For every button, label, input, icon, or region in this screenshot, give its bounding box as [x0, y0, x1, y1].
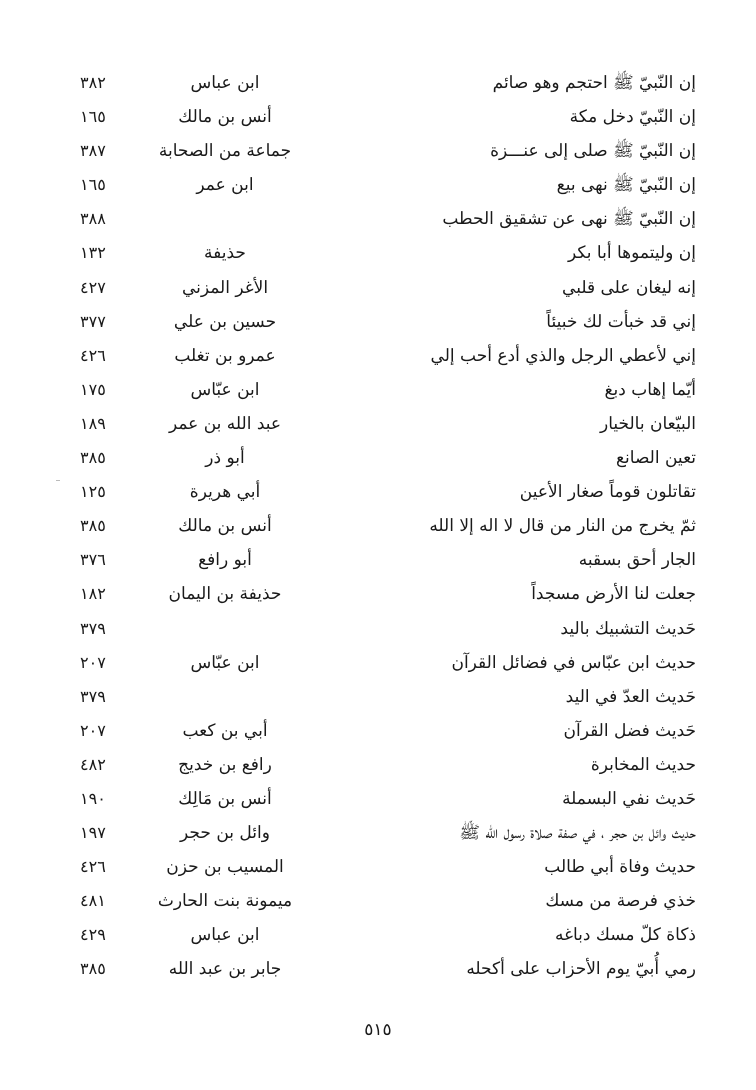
page-reference: ٣٨٧ — [80, 141, 106, 161]
page-reference: ١٧٥ — [80, 379, 106, 399]
page-reference: ١٨٢ — [80, 584, 106, 604]
index-row — [0, 373, 756, 407]
page-reference: ٤٢٦ — [80, 345, 106, 365]
hadith-incipit: حَديث العدّ في اليد — [565, 686, 696, 707]
hadith-incipit: حديث المخابرة — [590, 754, 696, 775]
index-row — [0, 271, 756, 305]
hadith-incipit: إنه ليغان على قلبي — [562, 277, 696, 298]
index-row — [0, 66, 756, 100]
page-reference: ٢٠٧ — [80, 652, 106, 672]
narrator-name: المسيب بن حزن — [166, 857, 284, 878]
hadith-index-table — [0, 66, 756, 987]
narrator-name: حذيفة — [204, 243, 246, 264]
narrator-name: أبو ذر — [205, 448, 245, 469]
page-reference: ١٨٩ — [80, 413, 106, 433]
page-reference: ٣٨٥ — [80, 448, 106, 468]
hadith-incipit: ثمّ يخرج من النار من قال لا اله إلا الله — [429, 516, 696, 537]
page-reference: ١٩٠ — [80, 788, 106, 808]
page-reference: ١٣٢ — [80, 243, 106, 263]
narrator-name: جماعة من الصحابة — [158, 141, 292, 162]
narrator-name: ابن عباس — [190, 73, 260, 93]
page-reference: ٤٢٦ — [80, 857, 106, 877]
hadith-incipit: حديث ابن عبّاس في فضائل القرآن — [451, 652, 696, 673]
narrator-name: جابر بن عبد الله — [168, 959, 282, 980]
page-number: ٥١٥ — [364, 1020, 392, 1040]
hadith-incipit: حديث وفاة أبي طالب — [544, 857, 696, 878]
hadith-incipit: البيّعان بالخيار — [599, 413, 696, 434]
narrator-name: أبي بن كعب — [182, 720, 268, 741]
hadith-incipit: إني لأعطي الرجل والذي أدع أحب إلي — [430, 345, 696, 366]
index-row — [0, 475, 756, 509]
index-row — [0, 918, 756, 952]
index-row — [0, 339, 756, 373]
page-reference: ١٦٥ — [80, 175, 106, 195]
hadith-incipit: إن النّبيّ ﷺ صلى إلى عنـــزة — [490, 141, 696, 162]
page-reference: ٣٧٩ — [80, 618, 106, 638]
index-row — [0, 441, 756, 475]
page-reference: ٣٨٨ — [80, 209, 106, 229]
index-row — [0, 407, 756, 441]
print-speck — [56, 480, 60, 481]
page-reference: ٣٧٧ — [80, 311, 106, 331]
index-row — [0, 305, 756, 339]
narrator-name: ابن عبّاس — [190, 652, 260, 673]
page-reference: ٤٢٩ — [80, 925, 106, 945]
hadith-incipit: تقاتلون قوماً صغار الأعين — [519, 482, 696, 503]
page-reference: ١٩٧ — [80, 823, 106, 843]
hadith-incipit: إني قد خبأت لك خبيئاً — [546, 311, 696, 332]
narrator-name: أنس بن مالك — [178, 516, 272, 537]
hadith-incipit: ذكاة كلّ مسك دباغه — [554, 925, 696, 946]
index-row — [0, 816, 756, 850]
page-reference: ١٢٥ — [80, 482, 106, 502]
page-reference: ١٦٥ — [80, 107, 106, 127]
narrator-name: وائل بن حجر — [180, 823, 270, 844]
hadith-incipit: رمي أُبيّ يوم الأحزاب على أكحله — [466, 959, 696, 980]
hadith-incipit: إن النّبيّ ﷺ نهى بيع — [556, 175, 696, 196]
narrator-name: ابن عبّاس — [190, 379, 260, 400]
index-row — [0, 134, 756, 168]
hadith-incipit: خذي فرصة من مسك — [545, 891, 696, 912]
page-reference: ٣٧٩ — [80, 686, 106, 706]
hadith-incipit: حَديث نفي البسملة — [562, 788, 696, 809]
index-row — [0, 509, 756, 543]
hadith-incipit: إن النّبيّ ﷺ احتجم وهو صائم — [492, 73, 696, 93]
narrator-name: عبد الله بن عمر — [168, 413, 282, 434]
page-reference: ٣٧٦ — [80, 550, 106, 570]
index-row — [0, 782, 756, 816]
page-reference: ٢٠٧ — [80, 720, 106, 740]
index-row — [0, 884, 756, 918]
index-row — [0, 748, 756, 782]
hadith-incipit: إن وليتموها أبا بكر — [568, 243, 696, 264]
index-row — [0, 714, 756, 748]
hadith-incipit: تعين الصانع — [615, 448, 696, 469]
narrator-name: حذيفة بن اليمان — [168, 584, 282, 605]
index-row — [0, 612, 756, 646]
index-row — [0, 543, 756, 577]
page-reference: ٣٨٥ — [80, 516, 106, 536]
index-row — [0, 646, 756, 680]
page-reference: ٤٢٧ — [80, 277, 106, 297]
index-row — [0, 577, 756, 611]
narrator-name: ابن عباس — [190, 925, 260, 946]
hadith-incipit: إن النّبيّ دخل مكة — [569, 107, 696, 128]
hadith-incipit: حديث وائل بن حجر ، في صفة صلاة رسول الله ﷺ — [459, 823, 696, 844]
page-reference: ٤٨٢ — [80, 754, 106, 774]
hadith-incipit: إن النّبيّ ﷺ نهى عن تشقيق الحطب — [442, 209, 696, 230]
hadith-incipit: الجار أحق بسقبه — [578, 550, 696, 571]
index-row — [0, 850, 756, 884]
index-row — [0, 202, 756, 236]
page-reference: ٤٨١ — [80, 891, 106, 911]
index-row — [0, 952, 756, 986]
index-row — [0, 236, 756, 270]
index-row — [0, 100, 756, 134]
hadith-incipit: أيّما إهاب دبغ — [604, 379, 696, 400]
narrator-name: حسين بن علي — [173, 311, 277, 332]
narrator-name: رافع بن خديج — [178, 754, 272, 775]
page-reference: ٣٨٥ — [80, 959, 106, 979]
hadith-incipit: جعلت لنا الأرض مسجداً — [531, 584, 696, 605]
index-row — [0, 168, 756, 202]
hadith-incipit: حَديث التشبيك باليد — [560, 618, 696, 639]
narrator-name: أنس بن مالك — [178, 107, 272, 128]
index-row — [0, 680, 756, 714]
narrator-name: أبي هريرة — [189, 482, 261, 503]
page-reference: ٣٨٢ — [80, 73, 106, 92]
narrator-name: ميمونة بنت الحارث — [157, 891, 293, 912]
narrator-name: عمرو بن تغلب — [174, 345, 276, 366]
hadith-incipit: حَديث فضل القرآن — [563, 720, 696, 741]
narrator-name: أبو رافع — [198, 550, 252, 571]
narrator-name: الأغر المزني — [181, 277, 269, 298]
narrator-name: أنس بن مَالِك — [178, 788, 272, 809]
narrator-name: ابن عمر — [196, 175, 254, 196]
